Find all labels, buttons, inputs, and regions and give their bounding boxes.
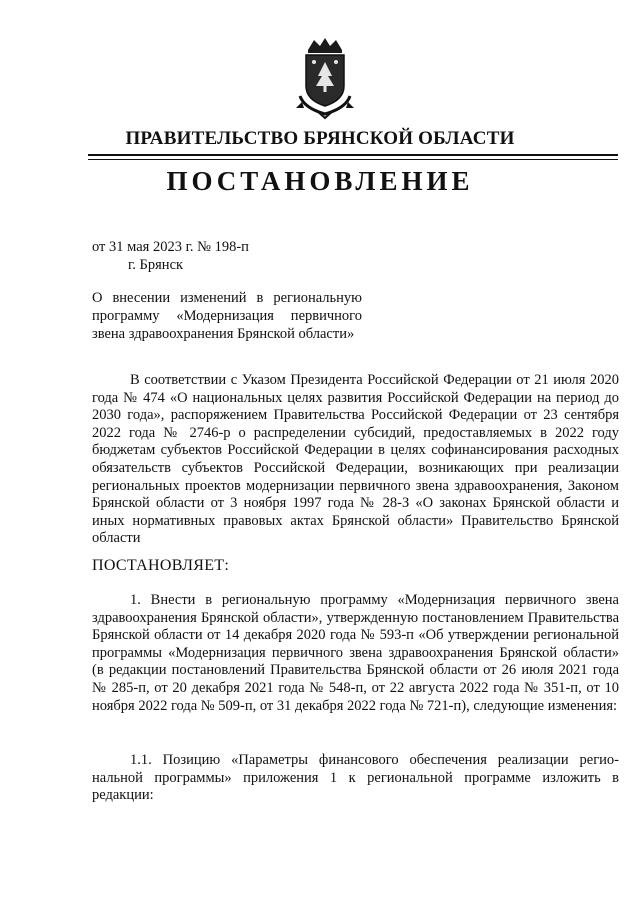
- item-1-paragraph: 1. Внести в региональную программу «Модернизация первичного звена здравоохранения Брянской области», утвержденную постановлением Правительства Брянской области от 14 декабря 2020 года № 593-п «Об утверждении региональной программы «Модернизация первичного звена здравоохранения Брянской области» (в редакции постановлений Правительства Брянской области от 26 июля 2021 года № 285-п, от 20 декабря 2021 года № 548-п, от 22 августа 2022 года № 351-п, от 10 ноября 2022 года № 509-п, от 31 декабря 2022 года № 721-п), следующие изменения:: [92, 592, 619, 714]
- document-subject: О внесении изменений в региональную программу «Модернизация первичного звена здравоохранения Брянской области»: [92, 290, 362, 342]
- city: г. Брянск: [128, 257, 184, 273]
- item-1-1-paragraph: 1.1. Позицию «Параметры финансового обеспечения реализации регио-нальной программы» приложения 1 к региональной программе изложить в редакции:: [92, 752, 619, 804]
- document-type-title: ПОСТАНОВЛЕНИЕ: [166, 166, 474, 196]
- government-name: ПРАВИТЕЛЬСТВО БРЯНСКОЙ ОБЛАСТИ: [125, 128, 515, 149]
- preamble-paragraph: В соответствии с Указом Президента Российской Федерации от 21 июля 2020 года № 474 «О национальных целях развития Российской Федерации на период до 2030 года», распоряжением Правительства Российской Федерации от 23 сентября 2022 года № 2746-р о распределении субсидий, предоставляемых в 2022 году бюджетам субъектов Российской Федерации в целях софинансирования расходных обязательств субъектов Российской Федерации, возникающих при реализации региональных проектов модернизации первичного звена здравоохранения, Законом Брянской области от 3 ноября 1997 года № 28-З «О законах Брянской области и иных нормативных правовых актах Брянской области» Правительство Брянской области: [92, 372, 619, 547]
- header-rule-thick: [88, 154, 618, 156]
- coat-of-arms-icon: [294, 36, 356, 120]
- date-and-number: от 31 мая 2023 г. № 198-п: [92, 239, 249, 255]
- header-rule-thin: [88, 159, 618, 160]
- resolves-heading: ПОСТАНОВЛЯЕТ:: [92, 557, 230, 574]
